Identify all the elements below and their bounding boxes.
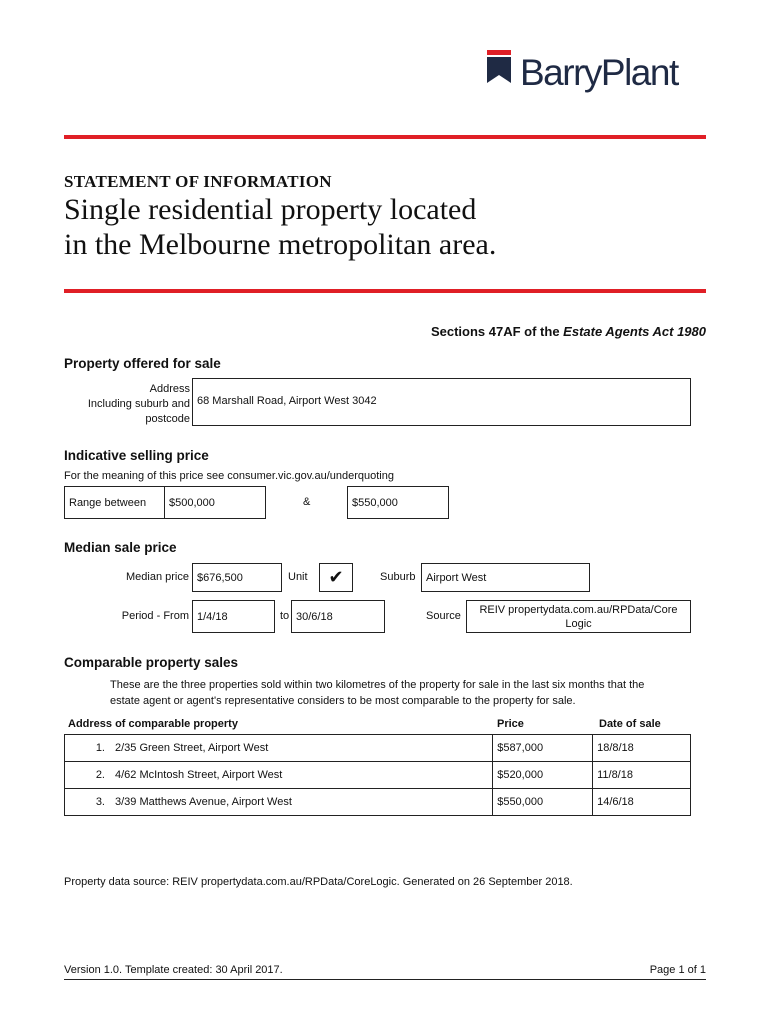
source-value-line-2: Logic [565,617,592,630]
median-price-label: Median price [126,571,189,583]
address-cell [65,762,493,789]
table-row [65,735,691,762]
period-to-label: to [280,610,290,622]
address-label [88,382,190,427]
document-kicker: STATEMENT OF INFORMATION [64,172,332,191]
comparable-sales-table [64,734,691,816]
source-value-line-1: REIV propertydata.com.au/RPData/Core [479,603,678,616]
description-line-1: These are the three properties sold within two kilometres of the property for sale in the last six months that the [110,679,645,691]
unit-checkbox [319,563,353,592]
page-number: Page 1 of 1 [649,964,706,976]
median-price-value: $676,500 [192,563,282,592]
price-cell: $550,000 [493,789,593,816]
address-value: 68 Marshall Road, Airport West 3042 [197,395,377,407]
comparable-sales-heading: Comparable property sales [64,655,239,670]
price-cell: $520,000 [493,762,593,789]
price-cell: $587,000 [493,735,593,762]
address-cell [65,789,493,816]
footer-divider [64,979,706,980]
range-box [64,486,266,519]
range-ampersand: & [303,496,311,508]
range-high-value: $550,000 [347,486,449,519]
address-field [192,378,691,426]
table-row [65,762,691,789]
range-label: Range between [69,496,147,509]
title-line-2: in the Melbourne metropolitan area. [64,228,497,261]
median-price-heading: Median sale price [64,540,177,555]
top-divider [64,135,706,139]
logo-mark-icon [486,50,512,84]
row-number: 3. [95,796,105,808]
property-offered-heading: Property offered for sale [64,356,221,371]
unit-label: Unit [288,571,308,583]
suburb-label: Suburb [380,571,416,583]
address-cell [65,735,493,762]
description-line-2: estate agent or agent's representative considers to be most comparable to the property for sale. [110,695,576,707]
sections-prefix: Sections 47AF of the [430,324,564,339]
row-address: 2/35 Green Street, Airport West [115,742,269,754]
period-from-value: 1/4/18 [192,600,275,633]
address-label-line-1: Address [149,383,190,395]
range-low-value: $500,000 [164,487,219,518]
column-header-address: Address of comparable property [68,718,238,730]
indicative-price-heading: Indicative selling price [64,448,209,463]
source-label: Source [426,610,461,622]
period-from-label: Period - From [121,610,189,622]
title-divider [64,289,706,293]
underquoting-note: For the meaning of this price see consumer.vic.gov.au/underquoting [64,470,394,482]
logo-text: BarryPlant [520,52,678,93]
column-header-price: Price [497,718,524,730]
check-icon: ✔ [328,567,344,587]
date-cell: 11/8/18 [593,762,691,789]
version-note: Version 1.0. Template created: 30 April 2017. [64,964,283,976]
row-number: 2. [95,769,105,781]
column-header-date: Date of sale [599,718,661,730]
address-label-line-3: postcode [145,413,190,425]
sections-reference [431,324,706,339]
table-row [65,789,691,816]
address-label-line-2: Including suburb and [87,398,190,410]
source-value [466,600,691,633]
suburb-value: Airport West [421,563,590,592]
row-number: 1. [95,742,105,754]
date-cell: 18/8/18 [593,735,691,762]
document-title [64,192,496,262]
comparable-sales-description [110,677,710,709]
period-to-value: 30/6/18 [291,600,385,633]
act-name: Estate Agents Act 1980 [563,324,706,339]
title-line-1: Single residential property located [64,193,477,226]
data-source-note: Property data source: REIV propertydata.com.au/RPData/CoreLogic. Generated on 26 September 2018. [64,876,573,888]
date-cell: 14/6/18 [593,789,691,816]
row-address: 3/39 Matthews Avenue, Airport West [115,796,292,808]
row-address: 4/62 McIntosh Street, Airport West [115,769,283,781]
